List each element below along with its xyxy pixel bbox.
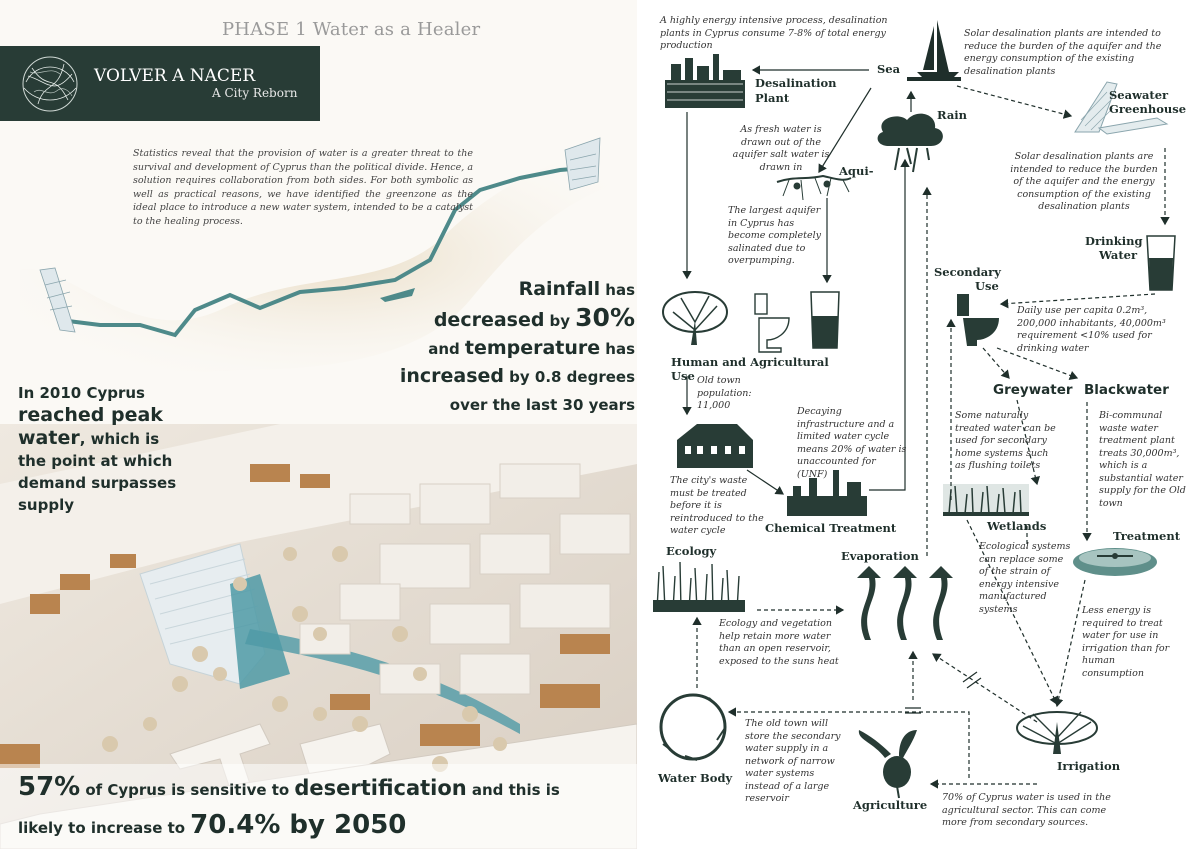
seventy-percent: 70.4% by 2050 bbox=[190, 810, 407, 840]
temperature-word: temperature bbox=[464, 337, 601, 359]
note-desal-energy: A highly energy intensive process, desalination plants in Cyprus consume 7-8% of total energy production bbox=[660, 15, 888, 51]
note-eco-veg: Ecology and vegetation help retain more water than an open reservoir, exposed to the suns heat bbox=[719, 618, 839, 667]
aquifer-roots-icon bbox=[777, 176, 851, 200]
note-solar-mid: Solar desalination plants are intended to reduce the burden of the aquifer and the energy consumption of the existing desalination plants bbox=[1010, 151, 1158, 212]
sailboat-icon bbox=[907, 20, 961, 81]
desert-text-3: likely to increase to bbox=[18, 819, 186, 837]
node-treatment: Treatment bbox=[1113, 529, 1181, 543]
node-aquifer: Aqui- bbox=[839, 164, 874, 178]
peak-water-stat bbox=[18, 382, 248, 516]
treatment-pond-icon bbox=[1073, 548, 1157, 576]
note-old-town-store: The old town will store the secondary water supply in a network of narrow water systems instead of a large reservoir bbox=[745, 718, 841, 804]
brand-banner bbox=[0, 46, 320, 121]
node-chemical-treatment: Chemical Treatment bbox=[765, 521, 897, 535]
peak-line-4: the point at which bbox=[18, 452, 173, 470]
desertification-word: desertification bbox=[294, 776, 467, 800]
note-old-town-pop: Old town population: 11,000 bbox=[697, 375, 752, 411]
rain-cloud-icon bbox=[878, 114, 943, 172]
node-secondary-use: Use bbox=[975, 279, 999, 293]
fifty-seven-percent: 57% bbox=[18, 772, 81, 802]
note-ecological: Ecological systems can replace some of the strain of energy intensive manufactured systems bbox=[979, 541, 1071, 615]
rainfall-has: has bbox=[605, 281, 635, 299]
peak-which: , which is bbox=[79, 430, 160, 448]
node-wetlands: Wetlands bbox=[987, 519, 1047, 533]
node-desalination-plant: Plant bbox=[755, 91, 790, 105]
peak-line-6: supply bbox=[18, 496, 75, 514]
note-bicommunal: Bi-communal waste water treatment plant treats 30,000m³, which is a substantial water supply for the Old town bbox=[1099, 410, 1186, 509]
node-drinking-water: Water bbox=[1099, 248, 1138, 262]
note-less-energy: Less energy is required to treat water for use in irrigation than for human consumption bbox=[1082, 605, 1170, 679]
irrigation-tree-icon bbox=[1017, 712, 1097, 754]
node-greywater: Greywater bbox=[993, 382, 1073, 398]
peak-line-2: reached peak bbox=[18, 404, 163, 426]
peak-line-5: demand surpasses bbox=[18, 474, 177, 492]
water-body-ring-icon bbox=[661, 695, 725, 760]
node-human-ag: Human and Agricultural bbox=[671, 355, 829, 369]
water-glass-icon bbox=[811, 292, 839, 348]
desertification-stat bbox=[18, 770, 618, 846]
years-text: over the last 30 years bbox=[449, 396, 635, 414]
old-town-house-icon bbox=[677, 424, 753, 468]
ecology-reeds-icon bbox=[653, 562, 745, 612]
desalination-plant-icon bbox=[665, 54, 745, 108]
node-water-body: Water Body bbox=[658, 771, 733, 785]
decreased-word: decreased bbox=[433, 309, 545, 331]
note-decaying: Decaying infrastructure and a limited water cycle means 20% of water is unaccounted for (UNF) bbox=[797, 406, 907, 480]
node-seawater: Seawater bbox=[1109, 88, 1169, 102]
node-evaporation: Evaporation bbox=[841, 549, 919, 563]
note-largest-aquifer: The largest aquifer in Cyprus has become completely salinated due to overpumping. bbox=[728, 205, 822, 266]
node-human-ag-use: Use bbox=[671, 369, 695, 383]
agriculture-beet-icon bbox=[859, 730, 917, 798]
degrees-text: by 0.8 degrees bbox=[509, 368, 635, 386]
phase-title: PHASE 1 Water as a Healer bbox=[222, 19, 481, 40]
toilet-icon bbox=[755, 294, 789, 352]
rainfall-word: Rainfall bbox=[518, 278, 601, 300]
node-irrigation: Irrigation bbox=[1057, 759, 1121, 773]
brand-title: VOLVER A NACER bbox=[94, 66, 256, 86]
node-greenhouse: Greenhouse bbox=[1109, 102, 1187, 116]
node-agriculture: Agriculture bbox=[853, 798, 928, 812]
desert-text-1: of Cyprus is sensitive to bbox=[85, 781, 290, 799]
node-sea: Sea bbox=[877, 62, 901, 76]
temp-has: has bbox=[605, 340, 635, 358]
note-natural-treated: Some naturally treated water can be used for secondary home systems such as flushing toilets bbox=[955, 410, 1056, 471]
increased-word: increased bbox=[399, 365, 505, 387]
node-desalination: Desalination bbox=[755, 76, 837, 90]
and-word: and bbox=[428, 340, 460, 358]
by-word: by bbox=[549, 312, 571, 330]
drinking-glass-icon bbox=[1147, 236, 1175, 290]
note-seventy-pct: 70% of Cyprus water is used in the agricultural sector. This can come more from secondary sources. bbox=[942, 792, 1111, 828]
brand-subtitle: A City Reborn bbox=[212, 86, 298, 100]
note-solar-top: Solar desalination plants are intended to reduce the burden of the aquifer and the energy consumption of the existing desalination plants bbox=[964, 28, 1162, 77]
node-rain: Rain bbox=[937, 108, 968, 122]
desert-text-2: and this is bbox=[471, 781, 560, 799]
secondary-toilet-icon bbox=[957, 294, 999, 346]
water-cycle-diagram bbox=[637, 0, 1200, 849]
node-drinking: Drinking bbox=[1085, 234, 1143, 248]
node-blackwater: Blackwater bbox=[1084, 382, 1169, 398]
peak-water-word: water bbox=[18, 427, 80, 449]
tree-icon bbox=[663, 292, 727, 345]
rainfall-stat bbox=[335, 276, 635, 419]
intro-paragraph: Statistics reveal that the provision of water is a greater threat to the survival and development of Cyprus than the political divide. Hence, a solution requires collaboration from both sides. For both symbolic as well as practical reasons, we have identified the greenzone as the ideal place to introduce a new water system, intended to be a catalyst to the healing process. bbox=[133, 148, 473, 227]
note-daily-use: Daily use per capita 0.2m³, 200,000 inhabitants, 40,000m³ requirement <10% used for drinking water bbox=[1017, 305, 1166, 354]
wetlands-reeds-icon bbox=[943, 484, 1029, 516]
note-fresh-water: As fresh water is drawn out of the aquifer salt water is drawn in bbox=[732, 124, 830, 173]
evaporation-arrows-icon bbox=[857, 566, 953, 640]
note-city-waste: The city's waste must be treated before it is reintroduced to the water cycle bbox=[670, 475, 764, 536]
globe-logo-icon bbox=[18, 52, 82, 116]
peak-line-1: In 2010 Cyprus bbox=[18, 384, 145, 402]
node-ecology: Ecology bbox=[666, 544, 717, 558]
node-secondary: Secondary bbox=[934, 265, 1001, 279]
thirty-percent: 30% bbox=[575, 303, 635, 332]
